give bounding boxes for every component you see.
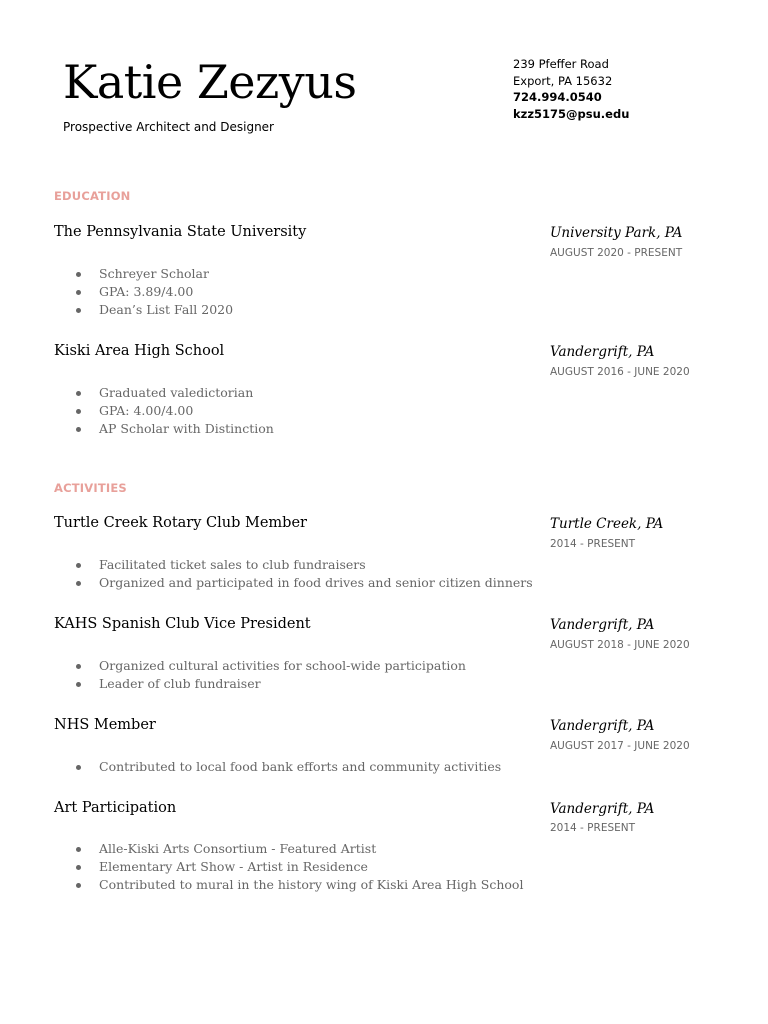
bullet-item: [76, 758, 501, 776]
phone-number: 724.994.0540: [513, 90, 602, 104]
bullet-text: Leader of club fundraiser: [99, 676, 261, 692]
education-entry-bullets: [76, 384, 274, 439]
bullet-dot-icon: [76, 308, 81, 313]
activity-entry-bullets: [76, 758, 501, 776]
bullet-text: Contributed to local food bank efforts and community activities: [99, 759, 502, 774]
bullet-item: [76, 402, 274, 420]
bullet-item: [76, 574, 533, 592]
bullet-item: [76, 858, 523, 876]
bullet-text: AP Scholar with Distinction: [99, 421, 274, 437]
bullet-dot-icon: [76, 664, 81, 669]
activity-entry-date: 2014 - PRESENT: [550, 822, 636, 834]
bullet-text: Elementary Art Show - Artist in Residence: [99, 859, 368, 875]
resume-name: Katie Zezyus: [63, 55, 357, 109]
bullet-text: Organized cultural activities for school-wide participation: [99, 658, 466, 673]
activity-entry-bullets: [76, 840, 523, 895]
activity-entry-bullets: [76, 556, 533, 592]
activity-entry-bullets: [76, 657, 466, 693]
resume-subtitle: Prospective Architect and Designer: [63, 120, 274, 134]
education-entry-location: University Park, PA: [550, 225, 683, 241]
bullet-item: [76, 301, 233, 319]
bullet-dot-icon: [76, 563, 81, 568]
bullet-dot-icon: [76, 272, 81, 277]
bullet-dot-icon: [76, 391, 81, 396]
bullet-dot-icon: [76, 409, 81, 414]
bullet-dot-icon: [76, 865, 81, 870]
activity-entry-location: Turtle Creek, PA: [550, 516, 664, 532]
bullet-item: [76, 675, 466, 693]
bullet-item: [76, 876, 523, 894]
education-entry-date: AUGUST 2016 - JUNE 2020: [550, 366, 690, 378]
education-entry-location: Vandergrift, PA: [550, 344, 655, 360]
education-entry-date: AUGUST 2020 - PRESENT: [550, 247, 683, 259]
activity-entry-date: AUGUST 2017 - JUNE 2020: [550, 740, 690, 752]
activity-entry-date: 2014 - PRESENT: [550, 538, 636, 550]
activity-entry-date: AUGUST 2018 - JUNE 2020: [550, 639, 690, 651]
bullet-item: [76, 384, 274, 402]
bullet-item: [76, 265, 233, 283]
bullet-item: [76, 657, 466, 675]
bullet-text: Organized and participated in food drives and senior citizen dinners: [99, 575, 533, 591]
bullet-dot-icon: [76, 290, 81, 295]
bullet-dot-icon: [76, 682, 81, 687]
bullet-text: Facilitated ticket sales to club fundraisers: [99, 557, 366, 572]
activity-entry-title: KAHS Spanish Club Vice President: [54, 616, 311, 632]
activity-entry-title: Turtle Creek Rotary Club Member: [54, 515, 307, 531]
education-entry-title: The Pennsylvania State University: [54, 224, 307, 240]
contact-block: [513, 56, 629, 122]
bullet-item: [76, 556, 533, 574]
bullet-text: Schreyer Scholar: [99, 266, 209, 281]
bullet-text: Graduated valedictorian: [99, 385, 254, 400]
education-entry-bullets: [76, 265, 233, 320]
activity-entry-title: Art Participation: [54, 800, 177, 816]
activity-entry-location: Vandergrift, PA: [550, 718, 655, 734]
activity-entry-title: NHS Member: [54, 717, 156, 733]
email-address: kzz5175@psu.edu: [513, 106, 630, 121]
bullet-item: [76, 420, 274, 438]
bullet-text: GPA: 4.00/4.00: [99, 403, 194, 419]
bullet-text: GPA: 3.89/4.00: [99, 284, 194, 300]
address-line-2: Export, PA 15632: [513, 73, 613, 88]
education-entry-title: Kiski Area High School: [54, 343, 225, 359]
bullet-dot-icon: [76, 765, 81, 770]
education-section-label: EDUCATION: [54, 189, 131, 203]
activity-entry-location: Vandergrift, PA: [550, 801, 655, 817]
bullet-dot-icon: [76, 883, 81, 888]
address-line-1: 239 Pfeffer Road: [513, 57, 609, 71]
activity-entry-location: Vandergrift, PA: [550, 617, 655, 633]
bullet-dot-icon: [76, 581, 81, 586]
bullet-dot-icon: [76, 847, 81, 852]
activities-section-label: ACTIVITIES: [54, 481, 127, 495]
bullet-item: [76, 840, 523, 858]
bullet-dot-icon: [76, 427, 81, 432]
bullet-item: [76, 283, 233, 301]
bullet-text: Contributed to mural in the history wing of Kiski Area High School: [99, 877, 524, 893]
bullet-text: Alle-Kiski Arts Consortium - Featured Artist: [99, 841, 377, 856]
bullet-text: Dean’s List Fall 2020: [99, 302, 234, 318]
